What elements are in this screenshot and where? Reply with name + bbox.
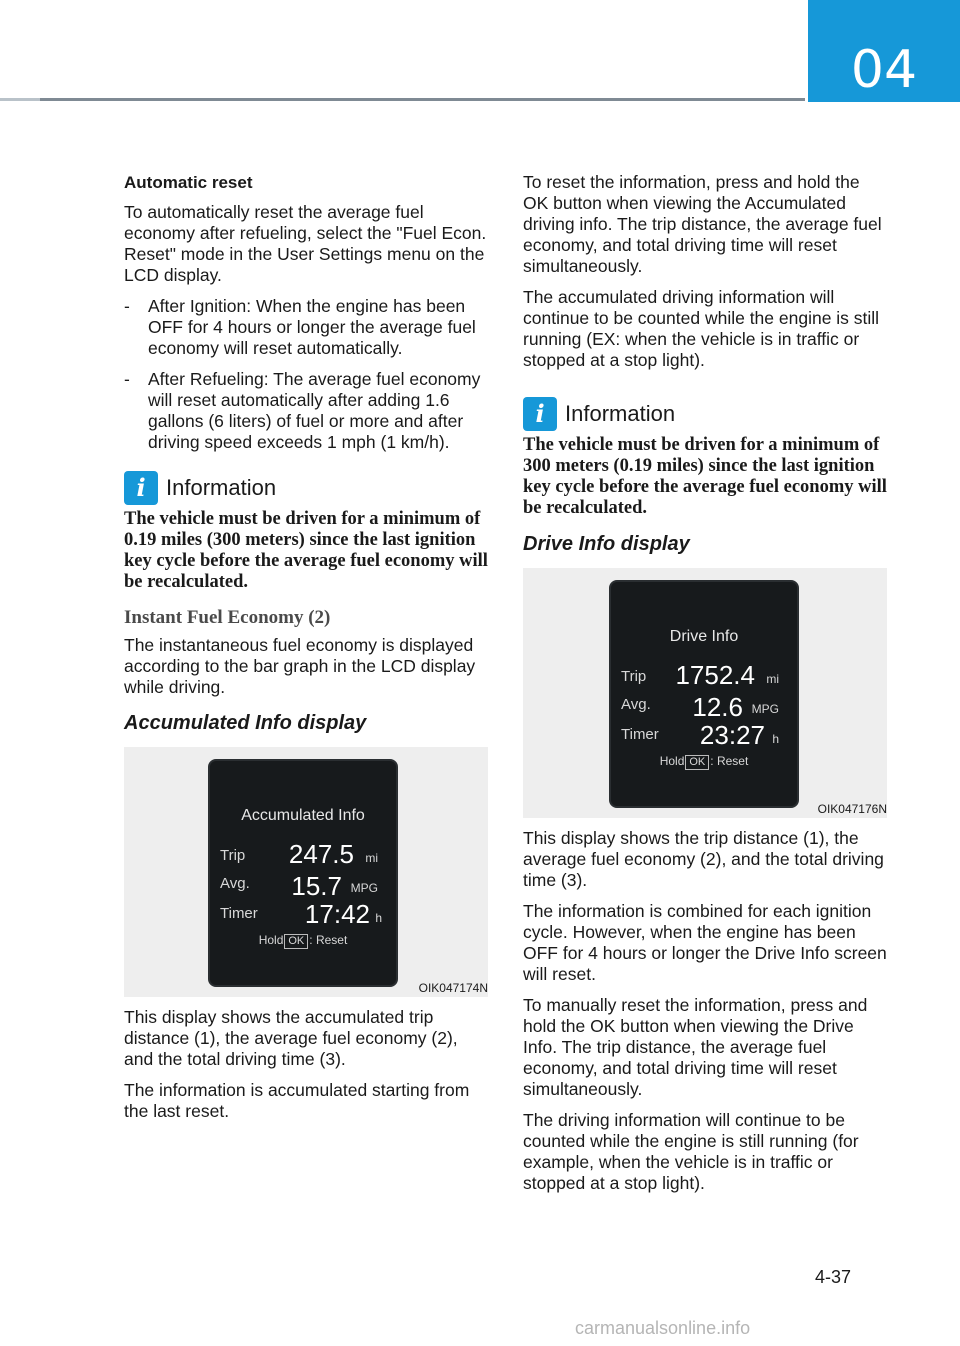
drive-info-figure bbox=[523, 568, 887, 818]
instant-fuel-economy-title: Instant Fuel Economy (2) bbox=[124, 607, 331, 628]
information-header bbox=[124, 471, 488, 505]
drive-info-text-2: The information is combined for each ignition cycle. However, when the engine has been OFF for 4 hours or longer the Drive Info screen will reset. bbox=[523, 901, 887, 984]
figure-code bbox=[523, 802, 887, 818]
trip-label: Trip bbox=[220, 847, 246, 864]
avg-value: 15.7 bbox=[291, 871, 342, 901]
avg-label: Avg. bbox=[621, 696, 651, 713]
accumulated-info-text-2: The information is accumulated starting from the last reset. bbox=[124, 1080, 470, 1121]
reset-hint bbox=[611, 754, 797, 770]
drive-info-heading: Drive Info display bbox=[523, 533, 690, 555]
timer-label: Timer bbox=[621, 726, 659, 743]
timer-unit: h bbox=[772, 732, 779, 746]
hold-text: Hold bbox=[659, 754, 685, 768]
figure-code-text: OIK047176N bbox=[817, 802, 887, 816]
drive-info-text-1: This display shows the trip distance (1), the average fuel economy (2), and the total driving time (3). bbox=[523, 828, 884, 890]
drive-info-text-3: To manually reset the information, press and hold the OK button when viewing the Drive Info. The trip distance, the average fuel economy, and total driving time will reset simultaneously. bbox=[523, 995, 868, 1099]
reset-text: : Reset bbox=[309, 933, 348, 947]
trip-unit: mi bbox=[365, 851, 378, 865]
left-column bbox=[124, 172, 488, 1132]
hold-text: Hold bbox=[258, 933, 284, 947]
lcd-screen bbox=[208, 759, 398, 987]
list-dash: - bbox=[124, 296, 130, 316]
information-icon: i bbox=[124, 471, 158, 505]
avg-value: 12.6 bbox=[692, 692, 743, 722]
information-title: Information bbox=[565, 401, 676, 426]
watermark: carmanualsonline.info bbox=[575, 1318, 751, 1338]
list-dash: - bbox=[124, 369, 130, 389]
drive-info-text-4: The driving information will continue to be counted while the engine is still running (for example, when the vehicle is in traffic or stopped at a stop light). bbox=[523, 1110, 859, 1193]
trip-value: 247.5 bbox=[288, 839, 354, 869]
list-item-text: After Ignition: When the engine has been OFF for 4 hours or longer the average fuel economy will reset automatically. bbox=[148, 296, 476, 358]
trip-value: 1752.4 bbox=[675, 660, 755, 690]
header-rule bbox=[0, 98, 805, 101]
trip-label: Trip bbox=[621, 668, 647, 685]
information-header bbox=[523, 397, 887, 431]
screen-title: Accumulated Info bbox=[241, 807, 365, 824]
instant-fuel-economy-text: The instantaneous fuel economy is displayed according to the bar graph in the LCD display while driving. bbox=[124, 635, 476, 697]
timer-label: Timer bbox=[220, 905, 258, 922]
timer-value: 23:27 bbox=[699, 720, 765, 750]
information-text: The vehicle must be driven for a minimum of 300 meters (0.19 miles) since the last ignition key cycle before the average fuel economy will be recalculated. bbox=[523, 435, 887, 518]
automatic-reset-text: To automatically reset the average fuel economy after refueling, select the "Fuel Econ. Reset" mode in the User Settings menu on the LCD display. bbox=[124, 202, 487, 285]
information-title: Information bbox=[166, 475, 277, 500]
list-item-text: After Refueling: The average fuel economy will reset automatically after adding 1.6 gallons (6 liters) of fuel or more and after driving speed exceeds 1 mph (1 km/h). bbox=[148, 369, 481, 452]
avg-label: Avg. bbox=[220, 875, 250, 892]
timer-unit: h bbox=[375, 911, 382, 925]
accumulated-info-text-1: This display shows the accumulated trip distance (1), the average fuel economy (2), and the total driving time (3). bbox=[124, 1007, 458, 1069]
ok-button-glyph: OK bbox=[284, 934, 308, 949]
right-column bbox=[523, 172, 887, 1204]
accumulated-info-figure bbox=[124, 747, 488, 997]
avg-unit: MPG bbox=[350, 881, 378, 895]
timer-value: 17:42 bbox=[304, 899, 370, 929]
lcd-screen bbox=[609, 580, 799, 808]
figure-code-text: OIK047174N bbox=[418, 981, 488, 995]
reset-text-2: The accumulated driving information will continue to be counted while the engine is still running (EX: when the vehicle is in traffic or stopped at a stop light). bbox=[523, 287, 880, 370]
automatic-reset-title: Automatic reset bbox=[124, 173, 253, 192]
reset-text-1: To reset the information, press and hold the OK button when viewing the Accumulated driving info. The trip distance, the average fuel economy, and total driving time will reset simultaneously. bbox=[523, 172, 882, 276]
reset-text: : Reset bbox=[710, 754, 749, 768]
list-item bbox=[124, 369, 488, 453]
chapter-tab: 04 bbox=[808, 0, 960, 102]
trip-unit: mi bbox=[766, 672, 779, 686]
information-icon: i bbox=[523, 397, 557, 431]
page-number: 4-37 bbox=[815, 1267, 852, 1287]
list-item bbox=[124, 296, 488, 359]
information-text: The vehicle must be driven for a minimum of 0.19 miles (300 meters) since the last ignition key cycle before the average fuel economy will be recalculated. bbox=[124, 509, 488, 592]
accumulated-info-heading: Accumulated Info display bbox=[124, 712, 367, 734]
ok-button-glyph: OK bbox=[685, 755, 709, 770]
header-rule-accent bbox=[0, 98, 40, 101]
avg-unit: MPG bbox=[751, 702, 779, 716]
screen-title: Drive Info bbox=[669, 628, 739, 645]
reset-hint bbox=[210, 933, 396, 949]
figure-code bbox=[124, 981, 488, 997]
